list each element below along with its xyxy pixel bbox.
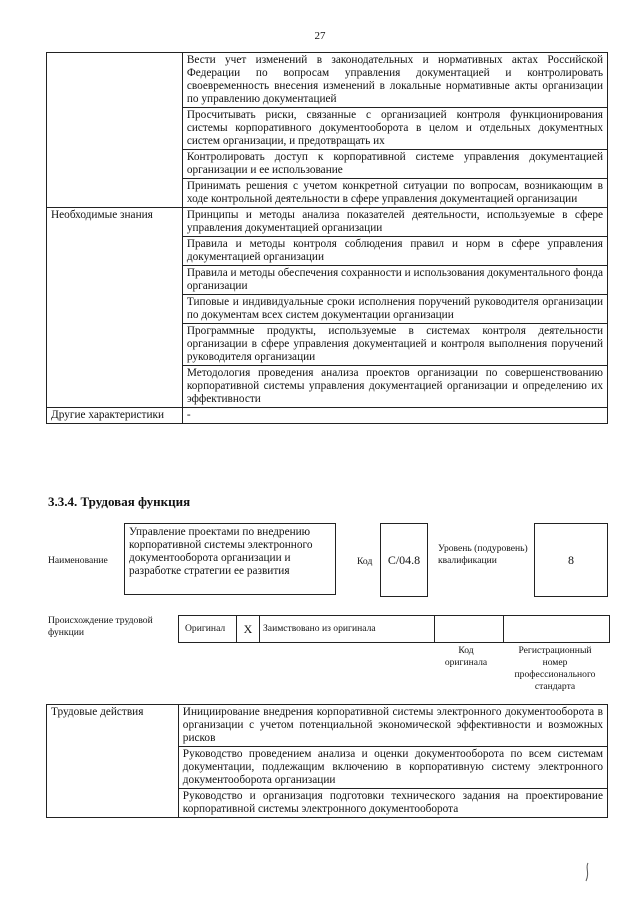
labor-actions-table bbox=[46, 704, 608, 818]
other-characteristics-label: Другие характеристики bbox=[47, 408, 183, 424]
level-value: 8 bbox=[568, 552, 574, 567]
labor-actions-label: Трудовые действия bbox=[47, 705, 179, 818]
original-label: Оригинал bbox=[185, 623, 226, 634]
original-cell bbox=[179, 616, 237, 642]
origin-label: Происхождение трудовой функции bbox=[48, 615, 153, 638]
knowledge-item: Правила и методы обеспечения сохранности и использования документального фонда организации bbox=[182, 266, 607, 295]
original-code-cell bbox=[435, 616, 504, 642]
skills-knowledge-table bbox=[46, 52, 608, 424]
knowledge-item: Методология проведения анализа проектов организации по совершенствованию корпоративной системы управления документацией организации и определению их эффективности bbox=[182, 366, 607, 408]
knowledge-item: Принципы и методы анализа показателей деятельности, используемые в сфере управления документацией организации bbox=[182, 208, 607, 237]
skill-item: Принимать решения с учетом конкретной ситуации по вопросам, возникающим в ходе контрольной деятельности в сфере управления документацией организации bbox=[182, 179, 607, 208]
qualification-level-label: Уровень (подуровень) квалификации bbox=[438, 543, 528, 566]
original-mark-cell bbox=[237, 616, 260, 642]
borrowed-label: Заимствовано из оригинала bbox=[263, 623, 376, 634]
other-characteristics-value: - bbox=[182, 408, 607, 424]
knowledge-item: Правила и методы контроля соблюдения правил и норм в сфере управления документацией организации bbox=[182, 237, 607, 266]
row-label bbox=[47, 53, 183, 208]
name-label: Наименование bbox=[48, 555, 108, 566]
table-row bbox=[47, 408, 608, 424]
original-mark: X bbox=[243, 621, 253, 636]
original-code-caption: Код оригинала bbox=[444, 645, 488, 668]
skill-item: Контролировать доступ к корпоративной системе управления документацией организации и ее использование bbox=[182, 150, 607, 179]
section-title: 3.3.4. Трудовая функция bbox=[48, 494, 191, 509]
function-name-value: Управление проектами по внедрению корпоративной системы электронного документооборота организации и разработке стратегии ее развития bbox=[129, 526, 313, 577]
code-box bbox=[380, 523, 428, 597]
page-number: 27 bbox=[314, 30, 326, 42]
labor-action-item: Руководство и организация подготовки технического задания на проектирование корпоративной системы электронного документооборота bbox=[178, 789, 607, 818]
function-name-box bbox=[124, 523, 336, 595]
level-box bbox=[534, 523, 608, 597]
table-row bbox=[47, 53, 608, 108]
table-row bbox=[47, 208, 608, 237]
origin-row bbox=[178, 615, 610, 643]
labor-action-item: Инициирование внедрения корпоративной системы электронного документооборота в организации с учетом потенциальной экономической эффективности и возможных рисков bbox=[178, 705, 607, 747]
skill-item: Вести учет изменений в законодательных и нормативных актах Российской Федерации по вопросам управления документацией и контролировать своевременность внесения изменений в локальные нормативные акты организации по управлению документацией bbox=[182, 53, 607, 108]
code-label: Код bbox=[357, 556, 373, 567]
required-knowledge-label: Необходимые знания bbox=[47, 208, 183, 408]
code-value: C/04.8 bbox=[387, 552, 421, 567]
handwritten-mark-icon bbox=[582, 862, 592, 882]
skill-item: Просчитывать риски, связанные с организацией контроля функционирования системы корпоративного документооборота в целом и отдельных документных систем организации, и предотвращать их bbox=[182, 108, 607, 150]
knowledge-item: Типовые и индивидуальные сроки исполнения поручений руководителя организации по документам всех систем документации организации bbox=[182, 295, 607, 324]
registration-number-caption: Регистрационный номер профессионального стандарта bbox=[514, 645, 596, 692]
knowledge-item: Программные продукты, используемые в системах контроля деятельности организации в сфере управления документацией и контроля выполнения поручений руководителя организации bbox=[182, 324, 607, 366]
labor-action-item: Руководство проведением анализа и оценки документооборота по всем системам документации, подлежащим включению в корпоративную систему электронного документооборота организации bbox=[178, 747, 607, 789]
table-row bbox=[47, 705, 608, 747]
borrowed-cell bbox=[259, 616, 435, 642]
